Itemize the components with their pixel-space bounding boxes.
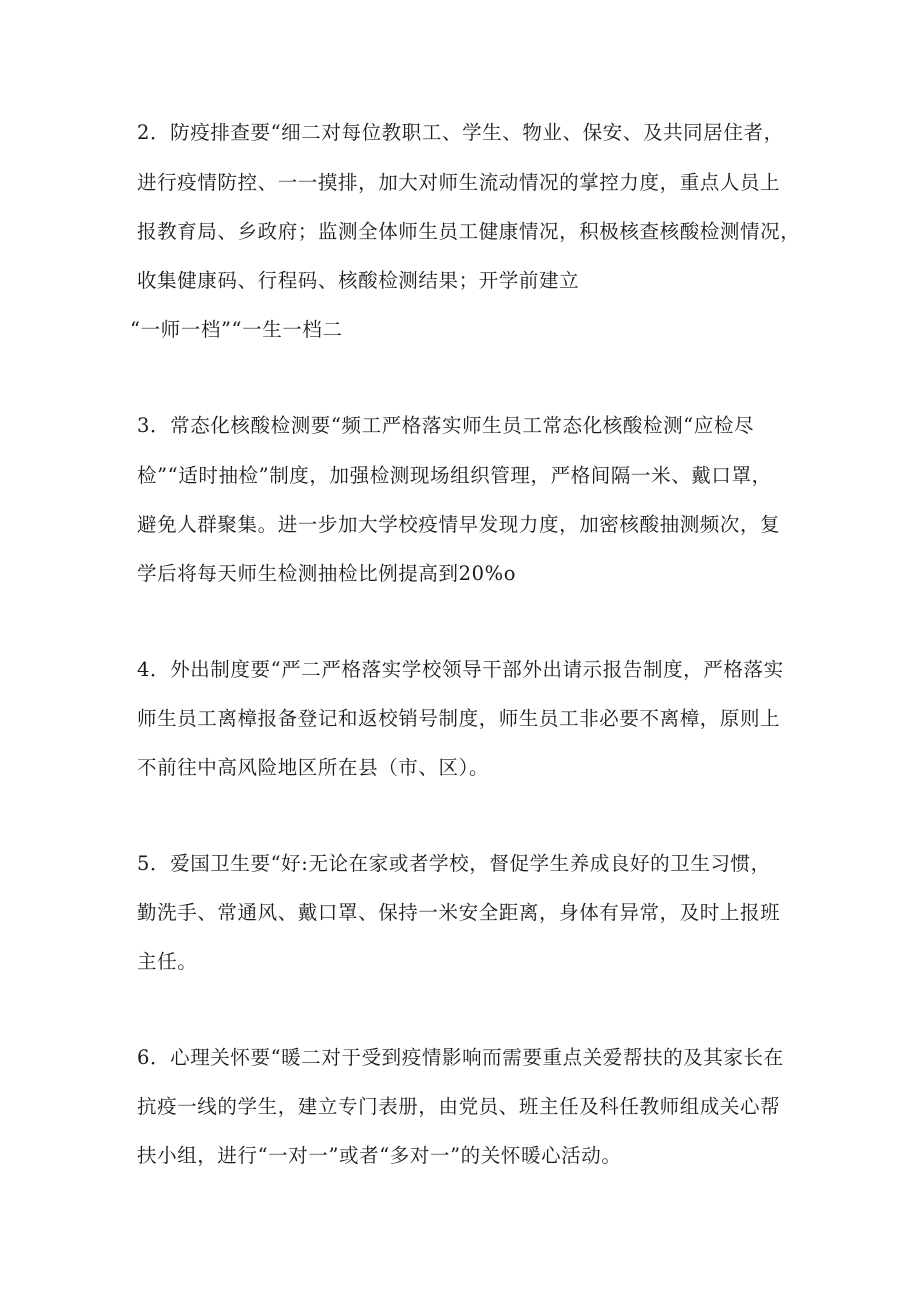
text-line: 进行疫情防控、一一摸排，加大对师生流动情况的掌控力度，重点人员上 — [137, 171, 781, 194]
text-line: 避免人群聚集。进一步加大学校疫情早发现力度，加密核酸抽测频次，复 — [137, 513, 781, 536]
text-line: 4．外出制度要“严二严格落实学校领导干部外出请示报告制度，严格落实 — [137, 658, 784, 681]
text-line: 不前往中高风险地区所在县（市、区）。 — [137, 756, 490, 779]
text-line: 师生员工离樟报备登记和返校销号制度，师生员工非必要不离樟，原则上 — [137, 707, 781, 730]
text-line: 主任。 — [137, 950, 198, 973]
text-line: 勤洗手、常通风、戴口罩、保持一米安全距离，身体有异常，及时上报班 — [137, 901, 781, 924]
text-line: 6．心理关怀要“暖二对于受到疫情影响而需要重点关爱帮扶的及其家长在 — [137, 1046, 784, 1069]
text-line: 3．常态化核酸检测要“频工严格落实师生员工常态化核酸检测“应检尽 — [137, 414, 755, 437]
text-line: 检”“适时抽检”制度，加强检测现场组织管理，严格间隔一米、戴口罩， — [137, 464, 772, 487]
text-line: 5．爱国卫生要“好:无论在家或者学校，督促学生养成良好的卫生习惯， — [137, 852, 771, 875]
text-line: 收集健康码、行程码、核酸检测结果；开学前建立 — [137, 269, 580, 292]
text-line: 扶小组，进行“一对一”或者“多对一”的关怀暖心活动。 — [137, 1144, 622, 1167]
text-line: 报教育局、乡政府；监测全体师生员工健康情况，积极核查核酸检测情况， — [137, 220, 801, 243]
text-line: 抗疫一线的学生，建立专门表册，由党员、班主任及科任教师组成关心帮 — [137, 1095, 781, 1118]
text-line: 2．防疫排查要“细二对每位教职工、学生、物业、保安、及共同居住者， — [137, 121, 784, 144]
text-line: 学后将每天师生检测抽检比例提高到20%o — [137, 562, 517, 585]
text-line: “一师一档”“一生一档二 — [130, 318, 343, 341]
